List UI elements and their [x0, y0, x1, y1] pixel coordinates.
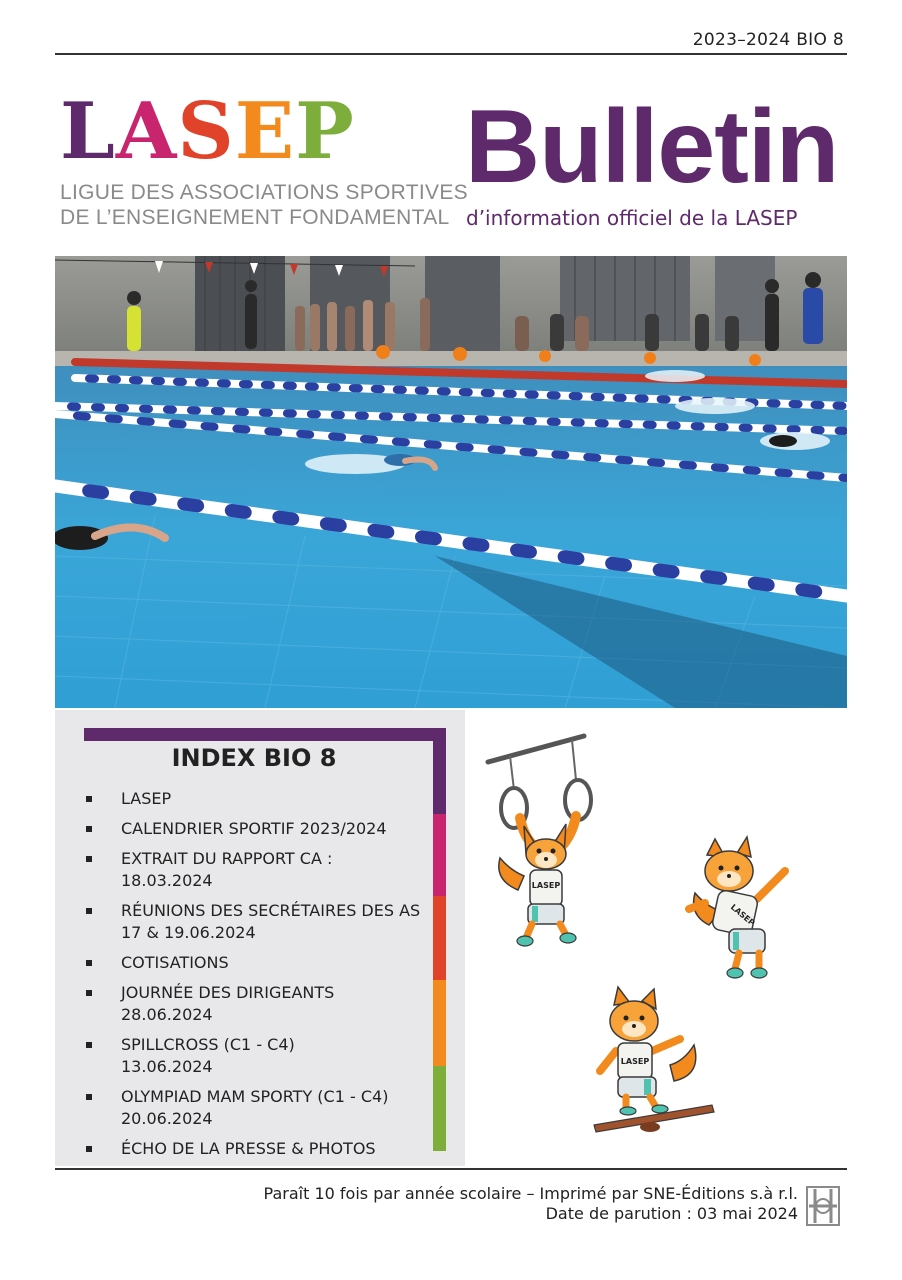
index-item: CALENDRIER SPORTIF 2023/2024: [82, 818, 427, 840]
index-item: SPILLCROSS (C1 - C4) 13.06.2024: [82, 1034, 427, 1078]
tagline-line: DE L’ENSEIGNEMENT FONDAMENTAL: [60, 206, 450, 229]
fox-mascot-balance-board: [590, 985, 720, 1135]
bottom-divider: [55, 1168, 847, 1170]
index-title: INDEX BIO 8: [171, 744, 337, 772]
index-item: RÉUNIONS DES SECRÉTAIRES DES AS 17 & 19.06.2024: [82, 900, 427, 944]
index-item: EXTRAIT DU RAPPORT CA : 18.03.2024: [82, 848, 427, 892]
index-item: JOURNÉE DES DIRIGEANTS 28.06.2024: [82, 982, 427, 1026]
bulletin-title: Bulletin: [465, 89, 839, 205]
index-side-bar-purple: [433, 728, 446, 814]
index-side-bar-magenta: [433, 814, 446, 896]
logo-letter: L: [60, 86, 116, 177]
index-top-bar: [84, 728, 445, 741]
index-item: LASEP: [82, 788, 427, 810]
logo-letter: S: [177, 86, 235, 177]
lasep-logo: [60, 86, 355, 177]
index-item: ÉCHO DE LA PRESSE & PHOTOS: [82, 1138, 427, 1160]
issue-label: 2023–2024 BIO 8: [692, 30, 844, 50]
svg-text:LASEP: LASEP: [728, 902, 757, 928]
svg-text:LASEP: LASEP: [620, 1057, 650, 1066]
index-item: OLYMPIAD MAM SPORTY (C1 - C4) 20.06.2024: [82, 1086, 427, 1130]
printer-logo-icon: [806, 1186, 840, 1226]
top-divider: [55, 53, 847, 55]
svg-text:LASEP: LASEP: [531, 881, 561, 890]
index-side-bar-orange: [433, 980, 446, 1066]
logo-letter: P: [295, 86, 355, 177]
index-list: [82, 788, 427, 1168]
logo-letter: A: [115, 86, 178, 177]
logo-tagline: [60, 180, 468, 230]
footer-publication-info: Paraît 10 fois par année scolaire – Imprimé par SNE-Éditions s.à r.l.: [263, 1184, 798, 1203]
bulletin-subtitle: d’information officiel de la LASEP: [466, 206, 798, 230]
index-item: COTISATIONS: [82, 952, 427, 974]
index-side-bar-green: [433, 1066, 446, 1151]
fox-mascot-rings: [480, 730, 610, 955]
fox-mascot-jumping: [685, 835, 800, 990]
cover-photo-swimming-pool: [55, 256, 847, 708]
logo-letter: E: [234, 86, 296, 177]
index-side-bar-red: [433, 896, 446, 980]
footer-release-date: Date de parution : 03 mai 2024: [545, 1204, 798, 1223]
tagline-line: LIGUE DES ASSOCIATIONS SPORTIVES: [60, 181, 468, 204]
